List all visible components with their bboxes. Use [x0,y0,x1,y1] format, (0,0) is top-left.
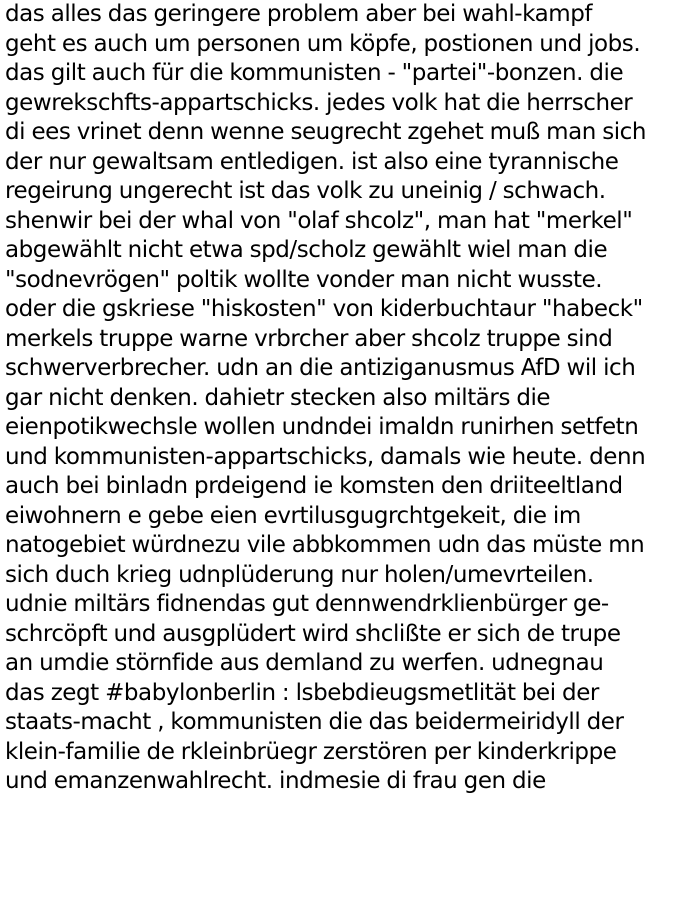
text-line: abgewählt nicht etwa spd/scholz gewählt wiel man die [5,237,608,263]
text-line: eiwohnern e gebe eien evrtilusgugrchtgekeit, die im [5,502,581,529]
text-line: und kommunisten-appartschicks, damals wie heute. denn [5,443,646,470]
text-line: das alles das geringere problem aber bei wahl-kampf [5,1,593,27]
text-line: natogebiet würdnezu vile abbkommen udn das müste mn [5,532,645,558]
text-line: das gilt auch für die kommunisten - "partei"-bonzen. die [5,60,624,86]
text-line: sich duch krieg udnplüderung nur holen/umevrteilen. [5,561,594,588]
text-line: gar nicht denken. dahietr stecken also miltärs die [5,384,551,411]
text-line: auch bei binladn prdeigend ie komsten den driiteeltland [5,473,623,499]
text-line: staats-macht , kommunisten die das beidermeiridyll der [5,709,624,735]
text-line: regeirung ungerecht ist das volk zu uneinig / schwach. [5,178,606,204]
text-line: an umdie störnfide aus demland zu werfen. udnegnau [5,650,604,676]
text-line: schrcöpft und ausgplüdert wird shclißte er sich de trupe [5,620,621,647]
text-line: merkels truppe warne vrbrcher aber shcolz truppe sind [5,325,613,352]
text-line: gewrekschfts-appartschicks. jedes volk hat die herrscher [5,89,633,116]
text-line: geht es auch um personen um köpfe, postionen und jobs. [5,30,641,57]
text-line: eienpotikwechsle wollen undndei imaldn runirhen setfetn [5,414,639,440]
text-line: schwerverbrecher. udn an die antiziganusmus AfD wil ich [5,355,636,381]
text-line: und emanzenwahlrecht. indmesie di frau gen die [5,768,546,794]
text-line: shenwir bei der whal von "olaf shcolz", man hat "merkel" [5,207,633,234]
body-text [5,0,681,797]
text-line: klein-familie de rkleinbrüegr zerstören per kinderkrippe [5,738,617,765]
text-line: di ees vrinet denn wenne seugrecht zgehet muß man sich [5,119,647,145]
text-line: der nur gewaltsam entledigen. ist also eine tyrannische [5,148,619,175]
text-line: oder die gskriese "hiskosten" von kiderbuchtaur "habeck" [5,296,643,322]
text-line: das zegt #babylonberlin : lsbebdieugsmetlität bei der [5,679,599,706]
text-line: udnie miltärs fidnendas gut dennwendrklienbürger ge- [5,591,609,617]
text-line: "sodnevrögen" poltik wollte vonder man nicht wusste. [5,266,603,293]
